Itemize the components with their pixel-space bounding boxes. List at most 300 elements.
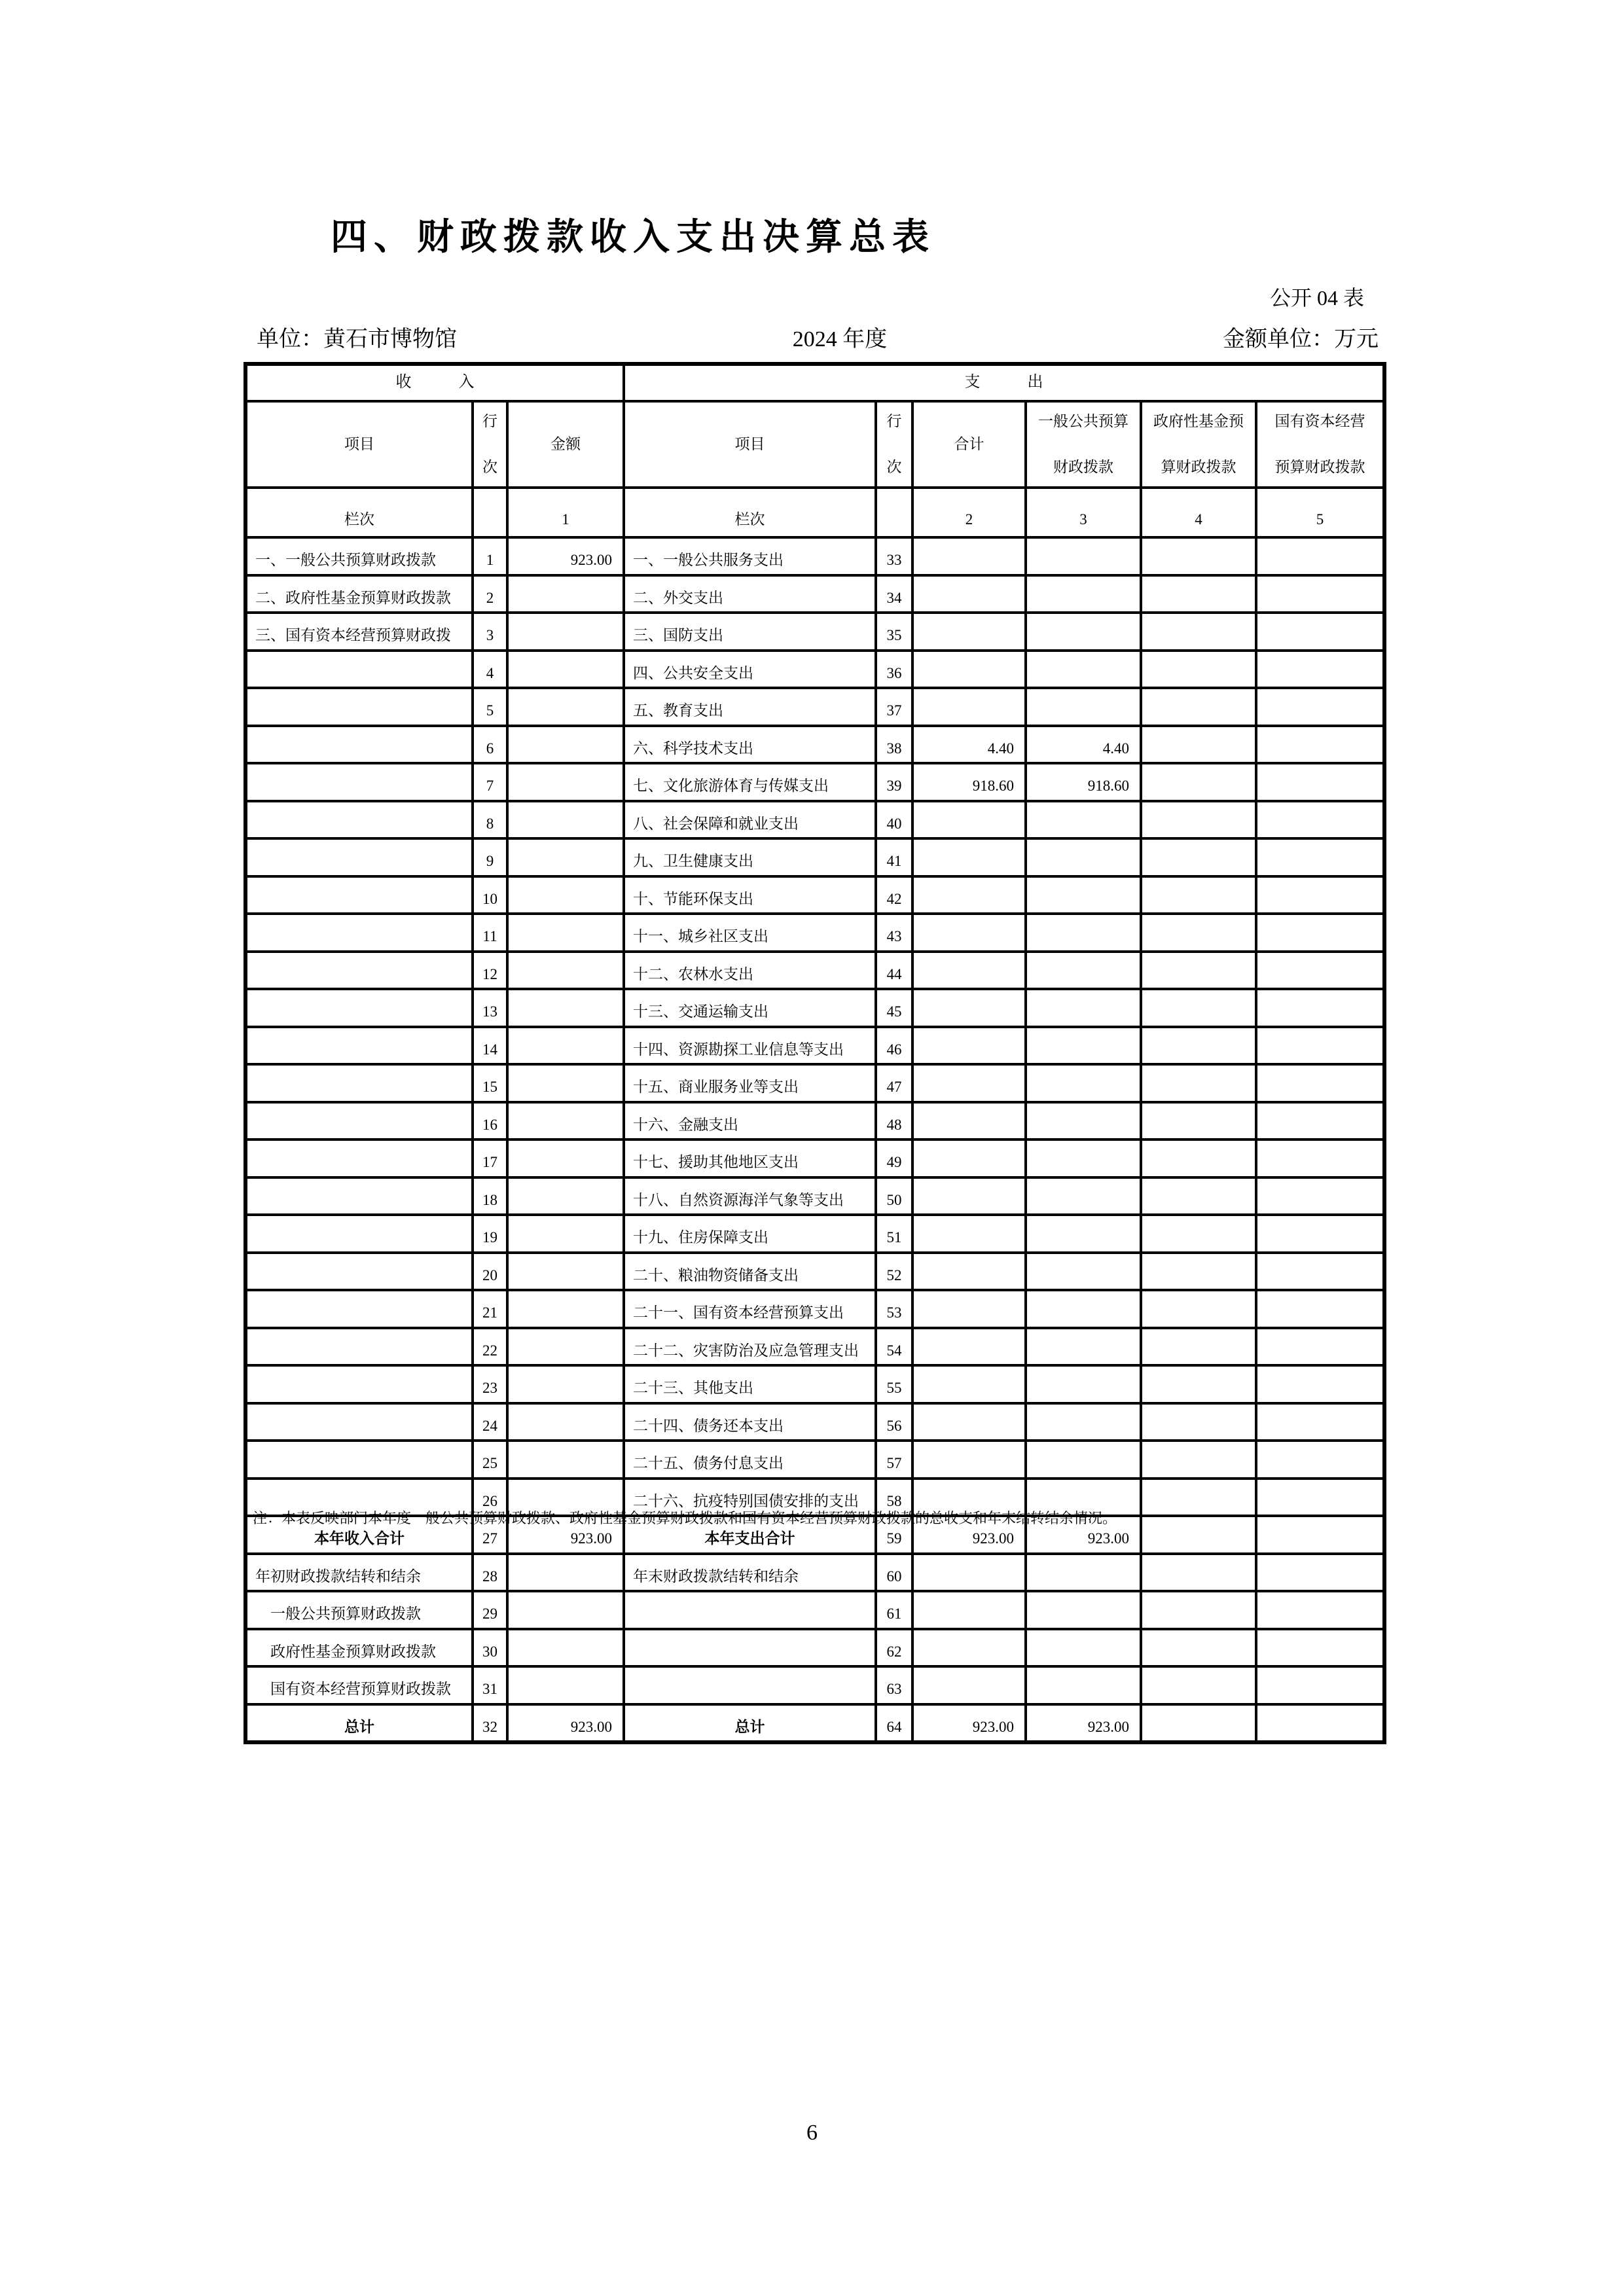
gov-fund-cell — [1141, 876, 1256, 914]
table-row — [245, 1102, 1384, 1140]
general-budget-cell — [1026, 613, 1141, 651]
expense-item-cell: 二十六、抗疫特别国债安排的支出 — [624, 1479, 876, 1516]
state-capital-cell — [1256, 1666, 1384, 1704]
table-row — [245, 688, 1384, 726]
income-line-cell: 26 — [473, 1479, 507, 1516]
index-amount-no: 1 — [507, 488, 624, 537]
expense-total-cell — [912, 952, 1026, 990]
income-line-cell: 7 — [473, 763, 507, 801]
state-capital-cell — [1256, 613, 1384, 651]
expense-line-cell: 48 — [876, 1102, 912, 1140]
table-row — [245, 575, 1384, 613]
state-capital-cell — [1256, 914, 1384, 952]
table-row — [245, 952, 1384, 990]
income-line-cell: 5 — [473, 688, 507, 726]
general-budget-cell — [1026, 1403, 1141, 1441]
gov-fund-cell — [1141, 688, 1256, 726]
general-budget-cell — [1026, 801, 1141, 839]
expense-total-cell — [912, 1554, 1026, 1592]
income-line-cell: 13 — [473, 989, 507, 1027]
table-row — [245, 1253, 1384, 1291]
income-item-cell — [245, 763, 473, 801]
index-income-label: 栏次 — [245, 488, 473, 537]
expense-line-cell: 53 — [876, 1290, 912, 1328]
expense-item-cell: 一、一般公共服务支出 — [624, 537, 876, 575]
expense-item-cell: 十二、农林水支出 — [624, 952, 876, 990]
gov-fund-cell — [1141, 763, 1256, 801]
index-income-line-blank — [473, 488, 507, 537]
expense-total-cell: 4.40 — [912, 726, 1026, 764]
income-line-cell: 10 — [473, 876, 507, 914]
column-index-row — [245, 488, 1384, 537]
expense-item-cell: 二十二、灾害防治及应急管理支出 — [624, 1328, 876, 1366]
expense-item-cell: 二十五、债务付息支出 — [624, 1441, 876, 1479]
column-header-row — [245, 401, 1384, 488]
section-header-row — [245, 364, 1384, 401]
state-capital-cell — [1256, 1403, 1384, 1441]
gov-fund-cell — [1141, 1102, 1256, 1140]
expense-total-cell: 918.60 — [912, 763, 1026, 801]
general-budget-cell — [1026, 1328, 1141, 1366]
gov-fund-cell — [1141, 726, 1256, 764]
table-row — [245, 1591, 1384, 1629]
table-row — [245, 1139, 1384, 1177]
income-line-cell: 11 — [473, 914, 507, 952]
general-budget-cell — [1026, 1177, 1141, 1215]
table-row — [245, 651, 1384, 689]
state-capital-cell — [1256, 989, 1384, 1027]
income-amount-cell — [507, 1328, 624, 1366]
column-header-expense-line-no — [876, 401, 912, 488]
expense-total-cell — [912, 989, 1026, 1027]
income-line-cell: 17 — [473, 1139, 507, 1177]
general-budget-cell — [1026, 1441, 1141, 1479]
expense-line-cell: 49 — [876, 1139, 912, 1177]
expense-item-cell: 二十、粮油物资储备支出 — [624, 1253, 876, 1291]
expense-line-cell: 52 — [876, 1253, 912, 1291]
income-item-cell — [245, 726, 473, 764]
gov-fund-cell — [1141, 914, 1256, 952]
gov-fund-cell — [1141, 952, 1256, 990]
table-row — [245, 1027, 1384, 1065]
table-row — [245, 1290, 1384, 1328]
state-capital-cell — [1256, 1441, 1384, 1479]
income-item-cell: 一、一般公共预算财政拨款 — [245, 537, 473, 575]
expense-item-cell: 年末财政拨款结转和结余 — [624, 1554, 876, 1592]
income-item-cell: 政府性基金预算财政拨款 — [245, 1629, 473, 1667]
state-capital-cell — [1256, 1704, 1384, 1743]
expense-line-cell: 55 — [876, 1365, 912, 1403]
state-capital-cell — [1256, 1027, 1384, 1065]
expense-line-cell: 39 — [876, 763, 912, 801]
gov-fund-line-2: 算财政拨款 — [1161, 458, 1236, 475]
expense-total-cell — [912, 838, 1026, 876]
general-budget-cell — [1026, 876, 1141, 914]
income-line-cell: 6 — [473, 726, 507, 764]
income-amount-cell: 923.00 — [507, 537, 624, 575]
expense-line-cell: 42 — [876, 876, 912, 914]
income-line-cell: 20 — [473, 1253, 507, 1291]
income-item-cell — [245, 952, 473, 990]
income-amount-cell — [507, 1554, 624, 1592]
state-capital-cell — [1256, 1064, 1384, 1102]
income-amount-cell — [507, 1177, 624, 1215]
expense-total-cell — [912, 1027, 1026, 1065]
general-budget-cell — [1026, 1666, 1141, 1704]
income-line-cell: 15 — [473, 1064, 507, 1102]
expense-item-cell: 四、公共安全支出 — [624, 651, 876, 689]
line-no-char-2: 次 — [482, 458, 497, 475]
income-line-cell: 12 — [473, 952, 507, 990]
general-budget-cell — [1026, 651, 1141, 689]
column-header-total: 合计 — [912, 401, 1026, 488]
income-amount-cell — [507, 952, 624, 990]
general-budget-cell — [1026, 1591, 1141, 1629]
general-budget-cell — [1026, 688, 1141, 726]
budget-table-wrapper — [244, 362, 1386, 1744]
general-budget-cell — [1026, 838, 1141, 876]
expense-item-cell: 十、节能环保支出 — [624, 876, 876, 914]
expense-total-cell — [912, 1365, 1026, 1403]
gov-fund-cell — [1141, 1666, 1256, 1704]
income-line-cell: 27 — [473, 1516, 507, 1554]
expense-total-cell — [912, 1666, 1026, 1704]
income-amount-cell — [507, 1253, 624, 1291]
income-amount-cell — [507, 1102, 624, 1140]
expense-line-cell: 51 — [876, 1215, 912, 1253]
expense-item-cell: 十七、援助其他地区支出 — [624, 1139, 876, 1177]
general-budget-cell — [1026, 1290, 1141, 1328]
expense-line-cell: 64 — [876, 1704, 912, 1743]
expense-total-cell — [912, 1629, 1026, 1667]
income-line-cell: 1 — [473, 537, 507, 575]
expense-line-cell: 43 — [876, 914, 912, 952]
expense-line-cell: 61 — [876, 1591, 912, 1629]
column-header-expense-item: 项目 — [624, 401, 876, 488]
expense-item-cell: 十一、城乡社区支出 — [624, 914, 876, 952]
state-capital-cell — [1256, 1629, 1384, 1667]
table-row — [245, 1215, 1384, 1253]
income-amount-cell — [507, 763, 624, 801]
income-item-cell — [245, 914, 473, 952]
income-line-cell: 3 — [473, 613, 507, 651]
income-amount-cell — [507, 1591, 624, 1629]
general-budget-cell — [1026, 1064, 1141, 1102]
state-capital-cell — [1256, 1591, 1384, 1629]
state-capital-cell — [1256, 838, 1384, 876]
expense-total-cell — [912, 1139, 1026, 1177]
income-amount-cell — [507, 651, 624, 689]
state-capital-cell — [1256, 876, 1384, 914]
table-row — [245, 1666, 1384, 1704]
table-row — [245, 1554, 1384, 1592]
income-line-cell: 24 — [473, 1403, 507, 1441]
expense-total-cell — [912, 575, 1026, 613]
table-row — [245, 726, 1384, 764]
income-amount-cell — [507, 688, 624, 726]
gov-fund-cell — [1141, 1328, 1256, 1366]
expense-line-cell: 35 — [876, 613, 912, 651]
income-item-cell: 二、政府性基金预算财政拨款 — [245, 575, 473, 613]
income-item-cell: 国有资本经营预算财政拨款 — [245, 1666, 473, 1704]
income-item-cell — [245, 651, 473, 689]
table-meta-row — [244, 321, 1382, 353]
general-budget-cell: 923.00 — [1026, 1704, 1141, 1743]
unit-label: 单位：黄石市博物馆 — [257, 327, 457, 351]
general-budget-cell — [1026, 1253, 1141, 1291]
income-line-cell: 19 — [473, 1215, 507, 1253]
income-line-cell: 30 — [473, 1629, 507, 1667]
column-header-gov-fund — [1141, 401, 1256, 488]
income-item-cell: 年初财政拨款结转和结余 — [245, 1554, 473, 1592]
income-item-cell — [245, 1064, 473, 1102]
budget-table — [244, 362, 1386, 1744]
form-number-label: 公开 04 表 — [1269, 286, 1364, 310]
gov-fund-cell — [1141, 1253, 1256, 1291]
state-capital-cell — [1256, 1102, 1384, 1140]
table-row — [245, 1365, 1384, 1403]
index-total-no: 2 — [912, 488, 1026, 537]
table-row — [245, 1704, 1384, 1743]
expense-total-cell — [912, 1215, 1026, 1253]
expense-item-cell: 本年支出合计 — [624, 1516, 876, 1554]
expense-line-cell: 54 — [876, 1328, 912, 1366]
expense-total-cell — [912, 1591, 1026, 1629]
table-row — [245, 914, 1384, 952]
expense-item-cell: 十九、住房保障支出 — [624, 1215, 876, 1253]
index-capital-no: 5 — [1256, 488, 1384, 537]
income-item-cell: 本年收入合计 — [245, 1516, 473, 1554]
income-amount-cell — [507, 1290, 624, 1328]
index-general-no: 3 — [1026, 488, 1141, 537]
gov-fund-cell — [1141, 1403, 1256, 1441]
general-budget-cell — [1026, 952, 1141, 990]
general-budget-cell — [1026, 1027, 1141, 1065]
gov-fund-cell — [1141, 1290, 1256, 1328]
income-amount-cell — [507, 1441, 624, 1479]
expense-item-cell: 总计 — [624, 1704, 876, 1743]
expense-total-cell — [912, 914, 1026, 952]
income-amount-cell — [507, 726, 624, 764]
income-item-cell — [245, 1365, 473, 1403]
index-expense-line-blank — [876, 488, 912, 537]
gov-fund-cell — [1141, 1441, 1256, 1479]
gov-fund-cell — [1141, 651, 1256, 689]
gov-fund-cell — [1141, 1554, 1256, 1592]
expense-line-cell: 62 — [876, 1629, 912, 1667]
state-capital-cell — [1256, 575, 1384, 613]
income-item-cell — [245, 838, 473, 876]
expense-item-cell: 三、国防支出 — [624, 613, 876, 651]
table-row — [245, 1328, 1384, 1366]
column-header-general-budget — [1026, 401, 1141, 488]
income-amount-cell: 923.00 — [507, 1516, 624, 1554]
expense-total-cell — [912, 801, 1026, 839]
table-row — [245, 1403, 1384, 1441]
expense-line-cell: 58 — [876, 1479, 912, 1516]
gov-fund-line-1: 政府性基金预 — [1153, 413, 1244, 429]
income-line-cell: 18 — [473, 1177, 507, 1215]
income-amount-cell — [507, 1666, 624, 1704]
general-budget-cell — [1026, 1102, 1141, 1140]
expense-total-cell — [912, 651, 1026, 689]
income-amount-cell — [507, 1064, 624, 1102]
column-header-state-capital — [1256, 401, 1384, 488]
expense-line-cell: 59 — [876, 1516, 912, 1554]
expense-item-cell: 五、教育支出 — [624, 688, 876, 726]
index-expense-label: 栏次 — [624, 488, 876, 537]
income-line-cell: 22 — [473, 1328, 507, 1366]
expense-total-cell — [912, 1177, 1026, 1215]
table-row — [245, 801, 1384, 839]
gov-fund-cell — [1141, 537, 1256, 575]
expense-total-cell — [912, 1253, 1026, 1291]
gov-fund-cell — [1141, 1215, 1256, 1253]
general-budget-cell: 923.00 — [1026, 1516, 1141, 1554]
expense-line-cell: 45 — [876, 989, 912, 1027]
expense-line-cell: 60 — [876, 1554, 912, 1592]
general-budget-cell — [1026, 1365, 1141, 1403]
gov-fund-cell — [1141, 1704, 1256, 1743]
expense-item-cell: 二十一、国有资本经营预算支出 — [624, 1290, 876, 1328]
expense-item-cell — [624, 1666, 876, 1704]
expense-total-cell — [912, 537, 1026, 575]
general-budget-cell — [1026, 1554, 1141, 1592]
expense-total-cell — [912, 1290, 1026, 1328]
state-capital-cell — [1256, 651, 1384, 689]
state-capital-cell — [1256, 952, 1384, 990]
income-amount-cell — [507, 613, 624, 651]
income-item-cell — [245, 1139, 473, 1177]
expense-item-cell: 二十四、债务还本支出 — [624, 1403, 876, 1441]
line-no-char-2: 次 — [886, 458, 902, 475]
state-capital-cell — [1256, 1328, 1384, 1366]
table-row — [245, 1064, 1384, 1102]
state-capital-cell — [1256, 688, 1384, 726]
income-item-cell: 一般公共预算财政拨款 — [245, 1591, 473, 1629]
income-line-cell: 21 — [473, 1290, 507, 1328]
expense-total-cell — [912, 688, 1026, 726]
table-row — [245, 537, 1384, 575]
expense-total-cell — [912, 876, 1026, 914]
general-budget-cell — [1026, 1139, 1141, 1177]
income-item-cell — [245, 1328, 473, 1366]
income-line-cell: 8 — [473, 801, 507, 839]
general-budget-cell — [1026, 575, 1141, 613]
state-capital-cell — [1256, 763, 1384, 801]
expense-total-cell — [912, 613, 1026, 651]
state-capital-cell — [1256, 537, 1384, 575]
income-item-cell — [245, 688, 473, 726]
expense-total-cell — [912, 1102, 1026, 1140]
gov-fund-cell — [1141, 1177, 1256, 1215]
state-capital-cell — [1256, 1290, 1384, 1328]
general-budget-cell: 918.60 — [1026, 763, 1141, 801]
expense-total-cell — [912, 1441, 1026, 1479]
gov-fund-cell — [1141, 1629, 1256, 1667]
income-line-cell: 28 — [473, 1554, 507, 1592]
expense-line-cell: 34 — [876, 575, 912, 613]
general-budget-line-2: 财政拨款 — [1053, 458, 1114, 475]
expense-item-cell: 十四、资源勘探工业信息等支出 — [624, 1027, 876, 1065]
income-item-cell — [245, 1027, 473, 1065]
state-capital-line-1: 国有资本经营 — [1274, 413, 1365, 429]
gov-fund-cell — [1141, 1064, 1256, 1102]
expense-line-cell: 37 — [876, 688, 912, 726]
expense-total-cell — [912, 1064, 1026, 1102]
gov-fund-cell — [1141, 801, 1256, 839]
income-amount-cell — [507, 989, 624, 1027]
expense-total-cell — [912, 1328, 1026, 1366]
expense-line-cell: 44 — [876, 952, 912, 990]
income-item-cell — [245, 876, 473, 914]
expense-line-cell: 36 — [876, 651, 912, 689]
footnote: 注：本表反映部门本年度一般公共预算财政拨款、政府性基金预算财政拨款和国有资本经营预算财政拨款的总收支和年末结转结余情况。 — [253, 1510, 1117, 1526]
income-amount-cell — [507, 876, 624, 914]
income-amount-cell — [507, 1139, 624, 1177]
table-row — [245, 876, 1384, 914]
expense-total-cell: 923.00 — [912, 1704, 1026, 1743]
line-no-char-1: 行 — [482, 413, 497, 429]
expense-line-cell: 56 — [876, 1403, 912, 1441]
income-line-cell: 14 — [473, 1027, 507, 1065]
expense-total-cell: 923.00 — [912, 1516, 1026, 1554]
general-budget-cell — [1026, 537, 1141, 575]
gov-fund-cell — [1141, 1591, 1256, 1629]
income-item-cell — [245, 1177, 473, 1215]
gov-fund-cell — [1141, 1139, 1256, 1177]
expense-item-cell — [624, 1591, 876, 1629]
state-capital-cell — [1256, 1554, 1384, 1592]
expense-item-cell: 十五、商业服务业等支出 — [624, 1064, 876, 1102]
expense-item-cell: 二、外交支出 — [624, 575, 876, 613]
income-item-cell — [245, 1403, 473, 1441]
income-item-cell — [245, 1253, 473, 1291]
income-amount-cell — [507, 801, 624, 839]
expense-line-cell: 63 — [876, 1666, 912, 1704]
income-line-cell: 16 — [473, 1102, 507, 1140]
expense-line-cell: 33 — [876, 537, 912, 575]
income-amount-cell — [507, 1403, 624, 1441]
table-row — [245, 1441, 1384, 1479]
general-budget-line-1: 一般公共预算 — [1038, 413, 1129, 429]
general-budget-cell — [1026, 914, 1141, 952]
table-row — [245, 989, 1384, 1027]
state-capital-cell — [1256, 801, 1384, 839]
general-budget-cell — [1026, 989, 1141, 1027]
table-row — [245, 1629, 1384, 1667]
expense-item-cell — [624, 1629, 876, 1667]
expense-section-header: 支 出 — [624, 364, 1384, 401]
income-section-header: 收 入 — [245, 364, 624, 401]
income-amount-cell: 923.00 — [507, 1704, 624, 1743]
page-number: 6 — [806, 2121, 818, 2145]
column-header-income-line-no — [473, 401, 507, 488]
income-amount-cell — [507, 1629, 624, 1667]
income-item-cell — [245, 1102, 473, 1140]
income-item-cell — [245, 801, 473, 839]
expense-line-cell: 47 — [876, 1064, 912, 1102]
gov-fund-cell — [1141, 838, 1256, 876]
income-item-cell — [245, 989, 473, 1027]
page-title: 四、财政拨款收入支出决算总表 — [331, 217, 935, 258]
gov-fund-cell — [1141, 575, 1256, 613]
column-header-amount: 金额 — [507, 401, 624, 488]
gov-fund-cell — [1141, 989, 1256, 1027]
income-amount-cell — [507, 575, 624, 613]
general-budget-cell — [1026, 1629, 1141, 1667]
income-item-cell — [245, 1290, 473, 1328]
